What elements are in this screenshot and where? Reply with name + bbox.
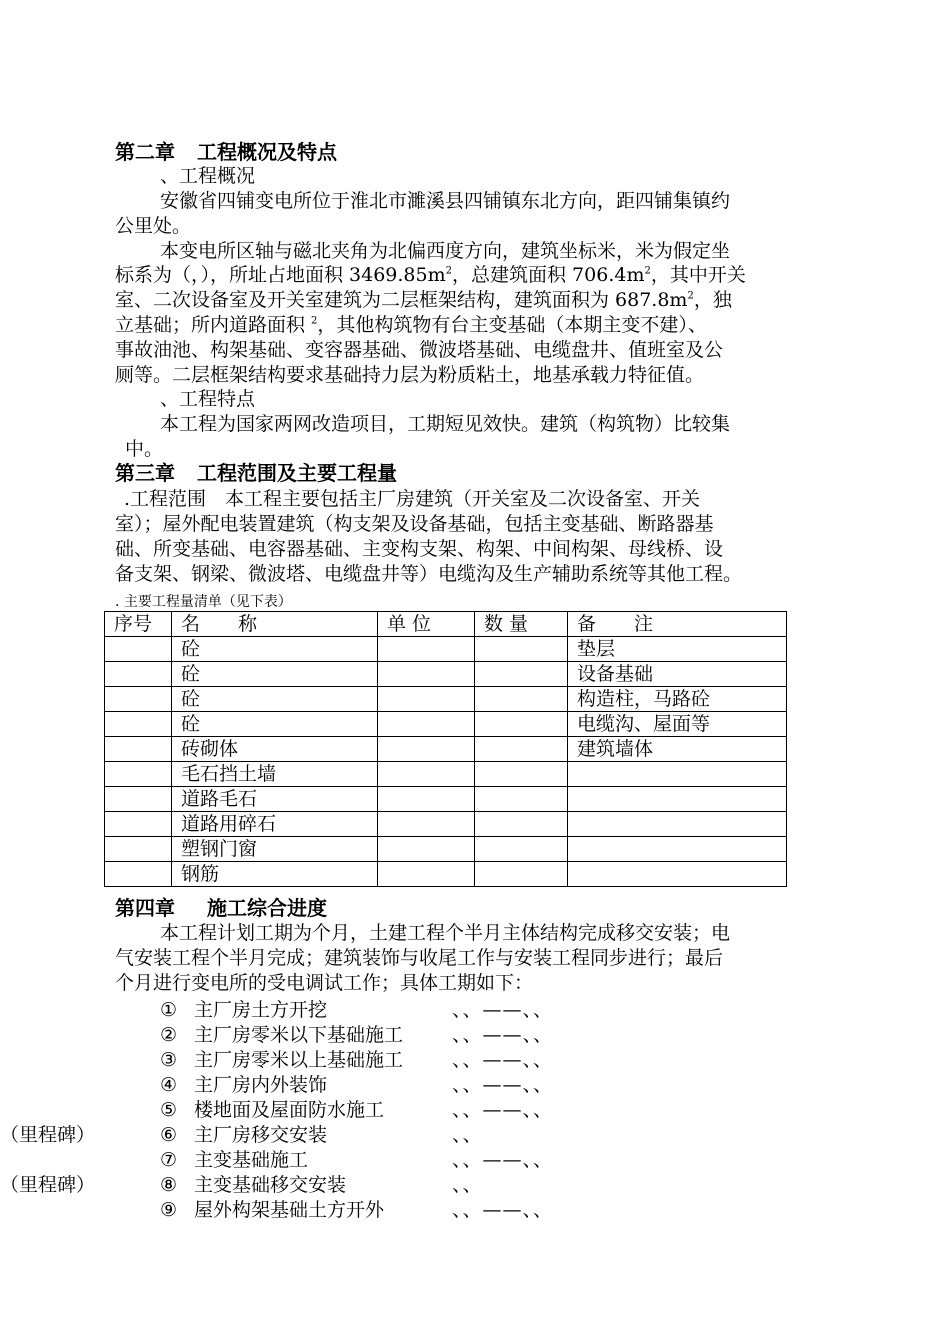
chapter3-number: 第三章: [115, 461, 175, 485]
schedule-dates: 、、——、、: [452, 1074, 554, 1096]
note-cell: [568, 762, 787, 787]
chapter2-title: [115, 139, 337, 165]
superscript: 2: [445, 265, 453, 277]
unit-cell: [378, 837, 475, 862]
note-cell: 垫层: [568, 637, 787, 662]
schedule-number: ⑨: [160, 1199, 178, 1221]
text-span: 标系为（，），所址占地面积 3469.85m: [115, 264, 446, 286]
schedule-number: ②: [160, 1024, 178, 1046]
table-row: [105, 662, 787, 687]
header-cell: 数 量: [475, 612, 568, 637]
chapter2-heading: 工程概况及特点: [197, 140, 337, 164]
unit-cell: [378, 862, 475, 887]
no-cell: [105, 662, 172, 687]
table-row: [105, 637, 787, 662]
schedule-number: ①: [160, 999, 178, 1021]
schedule-task: 主变基础移交安装: [194, 1174, 347, 1196]
section-overview-title: 、工程概况: [160, 165, 256, 187]
paragraph-line: 础、所变基础、电容器基础、主变构支架、构架、中间构架、母线桥、设: [115, 538, 724, 560]
note-cell: 设备基础: [568, 662, 787, 687]
header-cell: 序号: [105, 612, 172, 637]
schedule-task: 主厂房内外装饰: [194, 1074, 328, 1096]
schedule-number: ⑦: [160, 1149, 178, 1171]
header-cell: 名 称: [172, 612, 378, 637]
paragraph-line: 中。: [125, 438, 164, 460]
paragraph-line: 本变电所区轴与磁北夹角为北偏西度方向，建筑坐标米，米为假定坐: [160, 240, 731, 262]
chapter3-heading: 工程范围及主要工程量: [197, 461, 397, 485]
no-cell: [105, 862, 172, 887]
schedule-dates: 、、: [452, 1174, 483, 1196]
unit-cell: [378, 662, 475, 687]
schedule-dates: 、、——、、: [452, 1099, 554, 1121]
paragraph-line: 厕等。二层框架结构要求基础持力层为粉质粘土，地基承载力特征值。: [115, 364, 705, 386]
name-cell: 道路用碎石: [172, 812, 378, 837]
qty-cell: [475, 787, 568, 812]
name-cell: 砼: [172, 637, 378, 662]
name-cell: 道路毛石: [172, 787, 378, 812]
name-cell: 毛石挡土墙: [172, 762, 378, 787]
name-cell: 砖砌体: [172, 737, 378, 762]
schedule-dates: 、、——、、: [452, 1149, 554, 1171]
name-cell: 塑钢门窗: [172, 837, 378, 862]
note-cell: 建筑墙体: [568, 737, 787, 762]
schedule-number: ④: [160, 1074, 178, 1096]
quantity-table: [104, 611, 787, 887]
paragraph-line: 事故油池、构架基础、变容器基础、微波塔基础、电缆盘井、值班室及公: [115, 339, 724, 361]
qty-cell: [475, 862, 568, 887]
paragraph-line: [115, 262, 746, 288]
qty-cell: [475, 637, 568, 662]
paragraph-line: .工程范围 本工程主要包括主厂房建筑（开关室及二次设备室、开关: [124, 488, 701, 510]
paragraph-line: 安徽省四铺变电所位于淮北市濉溪县四铺镇东北方向，距四铺集镇约: [160, 190, 731, 212]
note-cell: [568, 862, 787, 887]
table-caption: . 主要工程量清单（见下表）: [115, 594, 292, 610]
name-cell: 砼: [172, 662, 378, 687]
milestone-mark: （里程碑）: [0, 1124, 96, 1146]
table-row: [105, 687, 787, 712]
table-row: [105, 837, 787, 862]
qty-cell: [475, 762, 568, 787]
table-row: [105, 712, 787, 737]
no-cell: [105, 812, 172, 837]
no-cell: [105, 637, 172, 662]
qty-cell: [475, 662, 568, 687]
name-cell: 砼: [172, 687, 378, 712]
note-cell: [568, 812, 787, 837]
qty-cell: [475, 812, 568, 837]
name-cell: 钢筋: [172, 862, 378, 887]
table-row: [105, 737, 787, 762]
unit-cell: [378, 637, 475, 662]
paragraph-line: 本工程为国家两网改造项目，工期短见效快。建筑（构筑物）比较集: [160, 413, 731, 435]
text-span: ，其他构筑物有台主变基础（本期主变不建）、: [317, 314, 707, 336]
schedule-dates: 、、——、、: [452, 1024, 554, 1046]
unit-cell: [378, 687, 475, 712]
unit-cell: [378, 712, 475, 737]
text-span: ，其中开关: [650, 264, 746, 286]
schedule-task: 主厂房移交安装: [194, 1124, 328, 1146]
schedule-task: 楼地面及屋面防水施工: [194, 1099, 385, 1121]
text-span: ，独: [693, 289, 732, 311]
text-span: ，总建筑面积 706.4m: [452, 264, 645, 286]
chapter4-number: 第四章: [115, 896, 175, 920]
milestone-mark: （里程碑）: [0, 1174, 96, 1196]
superscript: 2: [311, 315, 318, 327]
paragraph-line: 室）；屋外配电装置建筑（构支架及设备基础，包括主变基础、断路器基: [115, 513, 714, 535]
table-row: [105, 862, 787, 887]
schedule-dates: 、、: [452, 1124, 483, 1146]
unit-cell: [378, 737, 475, 762]
chapter4-title: [115, 895, 327, 921]
note-cell: [568, 837, 787, 862]
schedule-dates: 、、——、、: [452, 999, 554, 1021]
table-row: [105, 812, 787, 837]
chapter4-heading: 施工综合进度: [207, 896, 327, 920]
paragraph-line: 备支架、钢梁、微波塔、电缆盘井等）电缆沟及生产辅助系统等其他工程。: [115, 563, 743, 585]
qty-cell: [475, 837, 568, 862]
table-row: [105, 762, 787, 787]
schedule-task: 主厂房土方开挖: [194, 999, 328, 1021]
paragraph-line: 个月进行变电所的受电调试工作；具体工期如下：: [115, 972, 534, 994]
schedule-dates: 、、——、、: [452, 1049, 554, 1071]
section-features-title: 、工程特点: [160, 388, 256, 410]
schedule-task: 主厂房零米以上基础施工: [194, 1049, 404, 1071]
schedule-task: 主变基础施工: [194, 1149, 309, 1171]
chapter3-title: [115, 460, 397, 486]
chapter2-number: 第二章: [115, 140, 175, 164]
table-row: [105, 787, 787, 812]
qty-cell: [475, 712, 568, 737]
schedule-number: ⑧: [160, 1174, 178, 1196]
unit-cell: [378, 787, 475, 812]
paragraph-line: [115, 312, 707, 338]
qty-cell: [475, 687, 568, 712]
schedule-task: 主厂房零米以下基础施工: [194, 1024, 404, 1046]
schedule-dates: 、、——、、: [452, 1199, 554, 1221]
note-cell: 电缆沟、屋面等: [568, 712, 787, 737]
paragraph-line: 公里处。: [115, 215, 192, 237]
name-cell: 砼: [172, 712, 378, 737]
schedule-number: ⑥: [160, 1124, 178, 1146]
header-cell: 备 注: [568, 612, 787, 637]
note-cell: [568, 787, 787, 812]
no-cell: [105, 837, 172, 862]
schedule-number: ③: [160, 1049, 178, 1071]
table-header-row: [105, 612, 787, 637]
note-cell: 构造柱，马路砼: [568, 687, 787, 712]
text-span: 立基础；所内道路面积: [115, 314, 312, 336]
no-cell: [105, 712, 172, 737]
schedule-task: 屋外构架基础土方开外: [194, 1199, 385, 1221]
superscript: 2: [687, 290, 694, 302]
paragraph-line: [115, 287, 732, 313]
qty-cell: [475, 737, 568, 762]
paragraph-line: 气安装工程个半月完成；建筑装饰与收尾工作与安装工程同步进行；最后: [115, 947, 724, 969]
schedule-number: ⑤: [160, 1099, 178, 1121]
paragraph-line: 本工程计划工期为个月，土建工程个半月主体结构完成移交安装；电: [160, 922, 731, 944]
no-cell: [105, 737, 172, 762]
unit-cell: [378, 812, 475, 837]
no-cell: [105, 687, 172, 712]
no-cell: [105, 762, 172, 787]
no-cell: [105, 787, 172, 812]
unit-cell: [378, 762, 475, 787]
text-span: 室、二次设备室及开关室建筑为二层框架结构，建筑面积为 687.8m: [115, 289, 688, 311]
header-cell: 单 位: [378, 612, 475, 637]
superscript: 2: [644, 265, 651, 277]
